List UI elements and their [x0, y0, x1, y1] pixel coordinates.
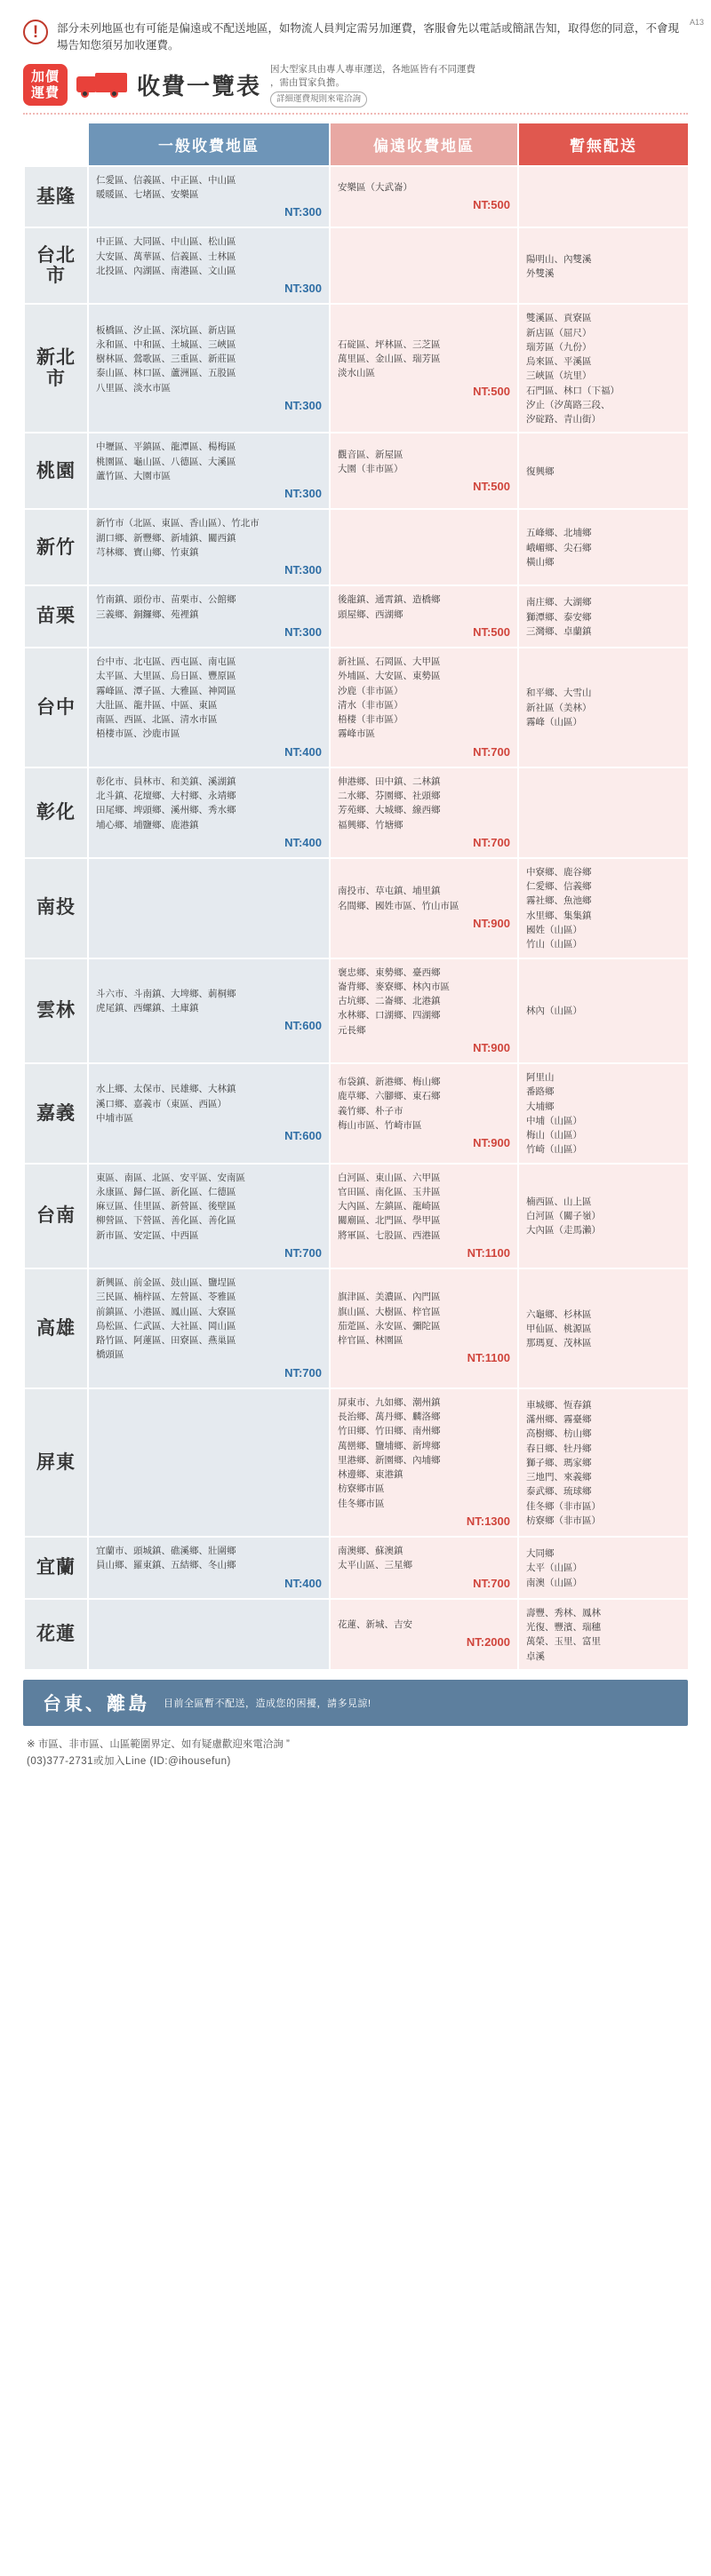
- surcharge-badge: [23, 64, 68, 106]
- title-note-line2: ，需由買家負擔。: [270, 76, 346, 88]
- normal-area-cell: [88, 1063, 330, 1164]
- remote-area-cell-list: 安樂區（大武崙）: [338, 181, 412, 193]
- table-row: [24, 433, 689, 509]
- normal-area-cell-list: 宜蘭市、頭城鎮、礁溪鄉、壯圍鄉 員山鄉、羅東鎮、五結鄉、冬山鄉: [96, 1546, 236, 1571]
- remote-area-cell-price: NT:700: [473, 744, 510, 759]
- table-row: [24, 858, 689, 958]
- region-name: 南投: [24, 858, 88, 958]
- region-name: 桃園: [24, 433, 88, 509]
- footnote: [27, 1737, 684, 1771]
- normal-area-cell: [88, 433, 330, 509]
- islands-bar: [23, 1680, 688, 1726]
- no-delivery-cell: [518, 227, 689, 304]
- remote-area-cell-list: 後龍鎮、通霄鎮、造橋鄉 頭屋鄉、西湖鄉: [338, 594, 441, 620]
- islands-title: 台東、離島: [43, 1693, 149, 1714]
- shipping-fee-page: [0, 14, 711, 1780]
- region-name: 新竹: [24, 509, 88, 585]
- remote-area-cell-list: 觀音區、新屋區 大園（非市區）: [338, 449, 403, 474]
- remote-area-cell: [330, 767, 518, 858]
- remote-area-cell: [330, 648, 518, 767]
- normal-area-cell-list: 水上鄉、太保市、民雄鄉、大林鎮 溪口鄉、嘉義市（東區、西區） 中埔市區: [96, 1084, 236, 1124]
- remote-area-cell-price: NT:900: [473, 1136, 510, 1150]
- no-delivery-cell-list: 楠西區、山上區 白河區（關子嶺） 大內區（走馬瀨）: [526, 1196, 601, 1236]
- remote-area-cell-list: 屏東市、九如鄉、潮州鎮 長治鄉、萬丹鄉、麟洛鄉 竹田鄉、竹田鄉、南州鄉 萬巒鄉、鹽埔鄉、新埤鄉 里港鄉、新園鄉、內埔鄉 林邊鄉、東港鎮 枋寮鄉市區 佳冬鄉市區: [338, 1396, 441, 1509]
- no-delivery-cell: [518, 1599, 689, 1670]
- region-name: 台中: [24, 648, 88, 767]
- no-delivery-cell-list: 林內（山區）: [526, 1006, 582, 1017]
- title-note: [270, 63, 475, 107]
- no-delivery-cell: [518, 767, 689, 858]
- remote-area-cell: [330, 1063, 518, 1164]
- table-row: [24, 958, 689, 1063]
- normal-area-cell-list: 板橋區、汐止區、深坑區、新店區 永和區、中和區、土城區、三峽區 樹林區、鶯歌區、三重區、新莊區 泰山區、林口區、蘆洲區、五股區 八里區、淡水市區: [96, 324, 236, 394]
- normal-area-cell-price: NT:300: [284, 624, 322, 639]
- title-band: [23, 63, 688, 107]
- remote-area-cell-price: NT:1300: [466, 1514, 510, 1528]
- region-name: 宜蘭: [24, 1537, 88, 1599]
- remote-area-cell-list: 旗津區、美濃區、內門區 旗山區、大樹區、梓官區 茄萣區、永安區、彌陀區 梓官區、林園區: [338, 1292, 441, 1347]
- header-no-delivery: 暫無配送: [518, 123, 689, 166]
- normal-area-cell-list: 竹南鎮、頭份市、苗栗市、公館鄉 三義鄉、銅鑼鄉、苑裡鎮: [96, 594, 236, 620]
- remote-area-cell-price: NT:500: [473, 624, 510, 639]
- region-name: 苗栗: [24, 585, 88, 648]
- footnote-line2: (03)377-2731或加入Line (ID:@ihousefun): [27, 1756, 231, 1768]
- no-delivery-cell: [518, 585, 689, 648]
- normal-area-cell: [88, 509, 330, 585]
- no-delivery-cell: [518, 858, 689, 958]
- no-delivery-cell-list: 南庄鄉、大湖鄉 獅潭鄉、泰安鄉 三灣鄉、卓蘭鎮: [526, 597, 592, 637]
- top-notice: [23, 14, 688, 54]
- normal-area-cell: [88, 227, 330, 304]
- normal-area-cell-price: NT:400: [284, 744, 322, 759]
- no-delivery-cell-list: 六龜鄉、杉林區 甲仙區、桃源區 那瑪夏、茂林區: [526, 1308, 592, 1349]
- region-name: 高雄: [24, 1268, 88, 1388]
- normal-area-cell-list: 東區、南區、北區、安平區、安南區 永康區、歸仁區、新化區、仁德區 麻豆區、佳里區、新營區、後壁區 柳營區、下營區、善化區、善化區 新市區、安定區、中西區: [96, 1172, 245, 1241]
- remote-area-cell: [330, 304, 518, 433]
- remote-area-cell-price: NT:900: [473, 1040, 510, 1054]
- no-delivery-cell: [518, 1164, 689, 1268]
- no-delivery-cell: [518, 1268, 689, 1388]
- footnote-line1: ※ 市區、非市區、山區範圍界定、如有疑慮歡迎來電洽詢 ”: [27, 1738, 290, 1750]
- normal-area-cell-price: NT:700: [284, 1245, 322, 1260]
- remote-area-cell-list: 伸港鄉、田中鎮、二林鎮 二水鄉、芬園鄉、社頭鄉 芳苑鄉、大城鄉、線西鄉 福興鄉、竹塘鄉: [338, 775, 441, 831]
- remote-area-cell-price: NT:500: [473, 198, 510, 212]
- normal-area-cell-price: NT:300: [284, 398, 322, 412]
- remote-area-cell-price: NT:1100: [467, 1351, 510, 1365]
- normal-area-cell: [88, 958, 330, 1063]
- no-delivery-cell-list: 五峰鄉、北埔鄉 峨嵋鄉、尖石鄉 橫山鄉: [526, 528, 592, 568]
- normal-area-cell-list: 仁愛區、信義區、中正區、中山區 暖暖區、七堵區、安樂區: [96, 174, 236, 200]
- remote-area-cell: [330, 1537, 518, 1599]
- no-delivery-cell: [518, 1537, 689, 1599]
- corner-tag: A13: [689, 18, 704, 27]
- normal-area-cell: [88, 1599, 330, 1670]
- remote-area-cell-list: 石碇區、坪林區、三芝區 萬里區、金山區、瑞芳區 淡水山區: [338, 338, 441, 379]
- normal-area-cell-price: NT:400: [284, 1576, 322, 1590]
- region-name: 彰化: [24, 767, 88, 858]
- normal-area-cell-price: NT:600: [284, 1019, 322, 1033]
- remote-area-cell: [330, 585, 518, 648]
- surcharge-badge-line1: 加價: [31, 69, 60, 85]
- region-name: 屏東: [24, 1388, 88, 1537]
- region-name: 嘉義: [24, 1063, 88, 1164]
- region-name: 花蓮: [24, 1599, 88, 1670]
- normal-area-cell: [88, 767, 330, 858]
- remote-area-cell-price: NT:700: [473, 835, 510, 849]
- remote-area-cell-list: 布袋鎮、新港鄉、梅山鄉 鹿草鄉、六腳鄉、東石鄉 義竹鄉、朴子市 梅山市區、竹崎市區: [338, 1077, 441, 1131]
- remote-area-cell-list: 南投市、草屯鎮、埔里鎮 名間鄉、國姓市區、竹山市區: [338, 886, 459, 911]
- remote-area-cell: [330, 1388, 518, 1537]
- table-row: [24, 1268, 689, 1388]
- table-row: [24, 648, 689, 767]
- remote-area-cell-list: 南澳鄉、蘇澳鎮 太平山區、三星鄉: [338, 1546, 412, 1571]
- header-normal-area: 一般收費地區: [88, 123, 330, 166]
- remote-area-cell-price: NT:2000: [466, 1635, 510, 1650]
- page-title: 收費一覽表: [137, 73, 262, 100]
- remote-area-cell-price: NT:500: [473, 384, 510, 398]
- exclamation-icon: !: [23, 20, 48, 44]
- normal-area-cell-price: NT:300: [284, 487, 322, 501]
- no-delivery-cell-list: 陽明山、內雙溪 外雙溪: [526, 253, 592, 279]
- table-row: [24, 304, 689, 433]
- remote-area-cell-price: NT:500: [473, 480, 510, 494]
- normal-area-cell-list: 新興區、前金區、鼓山區、鹽埕區 三民區、楠梓區、左營區、苓雅區 前鎮區、小港區、鳳山區、大寮區 鳥松區、仁武區、大社區、岡山區 路竹區、阿蓮區、田寮區、燕巢區 橋頭區: [96, 1277, 236, 1361]
- remote-area-cell: [330, 1164, 518, 1268]
- fee-table: [23, 122, 690, 1671]
- normal-area-cell-list: 彰化市、員林市、和美鎮、溪湖鎮 北斗鎮、花壇鄉、大村鄉、永靖鄉 田尾鄉、埤頭鄉、溪州鄉、秀水鄉 埔心鄉、埔鹽鄉、鹿港鎮: [96, 775, 236, 831]
- region-name: 台南: [24, 1164, 88, 1268]
- normal-area-cell: [88, 648, 330, 767]
- dotted-divider: [23, 113, 688, 115]
- table-row: [24, 1063, 689, 1164]
- no-delivery-cell: [518, 648, 689, 767]
- no-delivery-cell-list: 中寮鄉、鹿谷鄉 仁愛鄉、信義鄉 霧社鄉、魚池鄉 水里鄉、集集鎮 國姓（山區） 竹山（山區）: [526, 866, 592, 950]
- normal-area-cell: [88, 1388, 330, 1537]
- normal-area-cell-price: NT:400: [284, 835, 322, 849]
- table-header-row: [24, 123, 689, 166]
- remote-area-cell: [330, 433, 518, 509]
- header-region: [24, 123, 88, 166]
- no-delivery-cell-list: 壽豐、秀林、鳳林 光復、豐濱、瑞穗 萬榮、玉里、富里 卓溪: [526, 1607, 601, 1662]
- remote-area-cell: [330, 958, 518, 1063]
- normal-area-cell-list: 斗六市、斗南鎮、大埤鄉、莿桐鄉 虎尾鎮、西螺鎮、土庫鎮: [96, 988, 236, 1014]
- remote-area-cell: [330, 227, 518, 304]
- remote-area-cell-list: 褒忠鄉、東勢鄉、臺西鄉 崙背鄉、麥寮鄉、林內市區 古坑鄉、二崙鄉、北港鎮 水林鄉、口湖鄉、四湖鄉 元長鄉: [338, 966, 450, 1036]
- table-row: [24, 1599, 689, 1670]
- table-row: [24, 767, 689, 858]
- remote-area-cell-list: 新社區、石岡區、大甲區 外埔區、大安區、東勢區 沙鹿（非市區） 清水（非市區） 梧棲（非市區） 霧峰市區: [338, 656, 441, 740]
- surcharge-badge-line2: 運費: [31, 84, 60, 100]
- region-name: 新北 市: [24, 304, 88, 433]
- no-delivery-cell: [518, 1388, 689, 1537]
- normal-area-cell-list: 中正區、大同區、中山區、松山區 大安區、萬華區、信義區、士林區 北投區、內湖區、南港區、文山區: [96, 236, 236, 276]
- normal-area-cell-list: 台中市、北屯區、西屯區、南屯區 太平區、大里區、烏日區、豐原區 霧峰區、潭子區、大雅區、神岡區 大肚區、龍井區、中區、東區 南區、西區、北區、清水市區 梧棲市區、沙鹿市區: [96, 656, 236, 740]
- table-row: [24, 509, 689, 585]
- remote-area-cell: [330, 509, 518, 585]
- remote-area-cell: [330, 858, 518, 958]
- title-note-line1: 因大型家具由專人專車運送，各地區皆有不同運費: [270, 63, 476, 75]
- table-row: [24, 166, 689, 228]
- no-delivery-cell: [518, 1063, 689, 1164]
- no-delivery-cell-list: 雙溪區、貢寮區 新店區（屈尺） 瑞芳區（九份） 烏來區、平溪區 三峽區（坑里） 石門區、林口（下福） 汐止（汐萬路三段、 汐碇路、青山街）: [526, 313, 619, 425]
- region-name: 台北 市: [24, 227, 88, 304]
- header-remote-area: 偏遠收費地區: [330, 123, 518, 166]
- region-name: 雲林: [24, 958, 88, 1063]
- normal-area-cell-price: NT:700: [284, 1365, 322, 1379]
- remote-area-cell: [330, 1599, 518, 1670]
- fee-rule-button[interactable]: 詳細運費規則來電洽詢: [270, 91, 367, 107]
- no-delivery-cell-list: 車城鄉、恆春鎮 滿州鄉、霧臺鄉 高樹鄉、枋山鄉 春日鄉、牡丹鄉 獅子鄉、瑪家鄉 三地門、來義鄉 泰武鄉、琉球鄉 佳冬鄉（非市區） 枋寮鄉（非市區）: [526, 1399, 601, 1526]
- table-row: [24, 1388, 689, 1537]
- islands-note: 目前全區暫不配送，造成您的困擾，請多見諒!: [164, 1697, 371, 1709]
- no-delivery-cell-list: 阿里山 番路鄉 大埔鄉 中埔（山區） 梅山（山區） 竹崎（山區）: [526, 1071, 582, 1156]
- normal-area-cell-price: NT:300: [284, 282, 322, 296]
- table-row: [24, 1164, 689, 1268]
- no-delivery-cell: [518, 509, 689, 585]
- truck-icon: [76, 71, 128, 99]
- normal-area-cell: [88, 858, 330, 958]
- normal-area-cell-list: 中壢區、平鎮區、龍潭區、楊梅區 桃園區、龜山區、八德區、大溪區 蘆竹區、大園市區: [96, 441, 236, 481]
- remote-area-cell-list: 花蓮、新城、吉安: [338, 1619, 412, 1631]
- normal-area-cell: [88, 304, 330, 433]
- normal-area-cell: [88, 166, 330, 228]
- normal-area-cell: [88, 585, 330, 648]
- table-row: [24, 227, 689, 304]
- no-delivery-cell: [518, 166, 689, 228]
- normal-area-cell-price: NT:300: [284, 205, 322, 219]
- no-delivery-cell: [518, 958, 689, 1063]
- table-row: [24, 1537, 689, 1599]
- normal-area-cell-price: NT:300: [284, 563, 322, 577]
- no-delivery-cell-list: 和平鄉、大雪山 新社區（美林） 霧峰（山區）: [526, 688, 592, 727]
- no-delivery-cell-list: 復興鄉: [526, 465, 555, 477]
- table-row: [24, 585, 689, 648]
- remote-area-cell-price: NT:1100: [467, 1245, 510, 1260]
- remote-area-cell: [330, 166, 518, 228]
- normal-area-cell: [88, 1268, 330, 1388]
- normal-area-cell-price: NT:600: [284, 1129, 322, 1143]
- remote-area-cell: [330, 1268, 518, 1388]
- normal-area-cell: [88, 1537, 330, 1599]
- no-delivery-cell-list: 大同鄉 太平（山區） 南澳（山區）: [526, 1547, 582, 1588]
- normal-area-cell: [88, 1164, 330, 1268]
- remote-area-cell-price: NT:700: [473, 1576, 510, 1590]
- remote-area-cell-price: NT:900: [473, 916, 510, 930]
- notice-text: 部分未列地區也有可能是偏遠或不配送地區，如物流人員判定需另加運費，客服會先以電話或簡訊告知，取得您的同意，不會現場告知您須另加收運費。: [57, 22, 680, 52]
- normal-area-cell-list: 新竹市（北區、東區、香山區）、竹北市 湖口鄉、新豐鄉、新埔鎮、關西鎮 芎林鄉、寶山鄉、竹東鎮: [96, 518, 260, 558]
- no-delivery-cell: [518, 433, 689, 509]
- region-name: 基隆: [24, 166, 88, 228]
- remote-area-cell-list: 白河區、東山區、六甲區 官田區、南化區、玉井區 大內區、左鎮區、龍崎區 關廟區、北門區、學甲區 將軍區、七股區、西港區: [338, 1172, 441, 1241]
- no-delivery-cell: [518, 304, 689, 433]
